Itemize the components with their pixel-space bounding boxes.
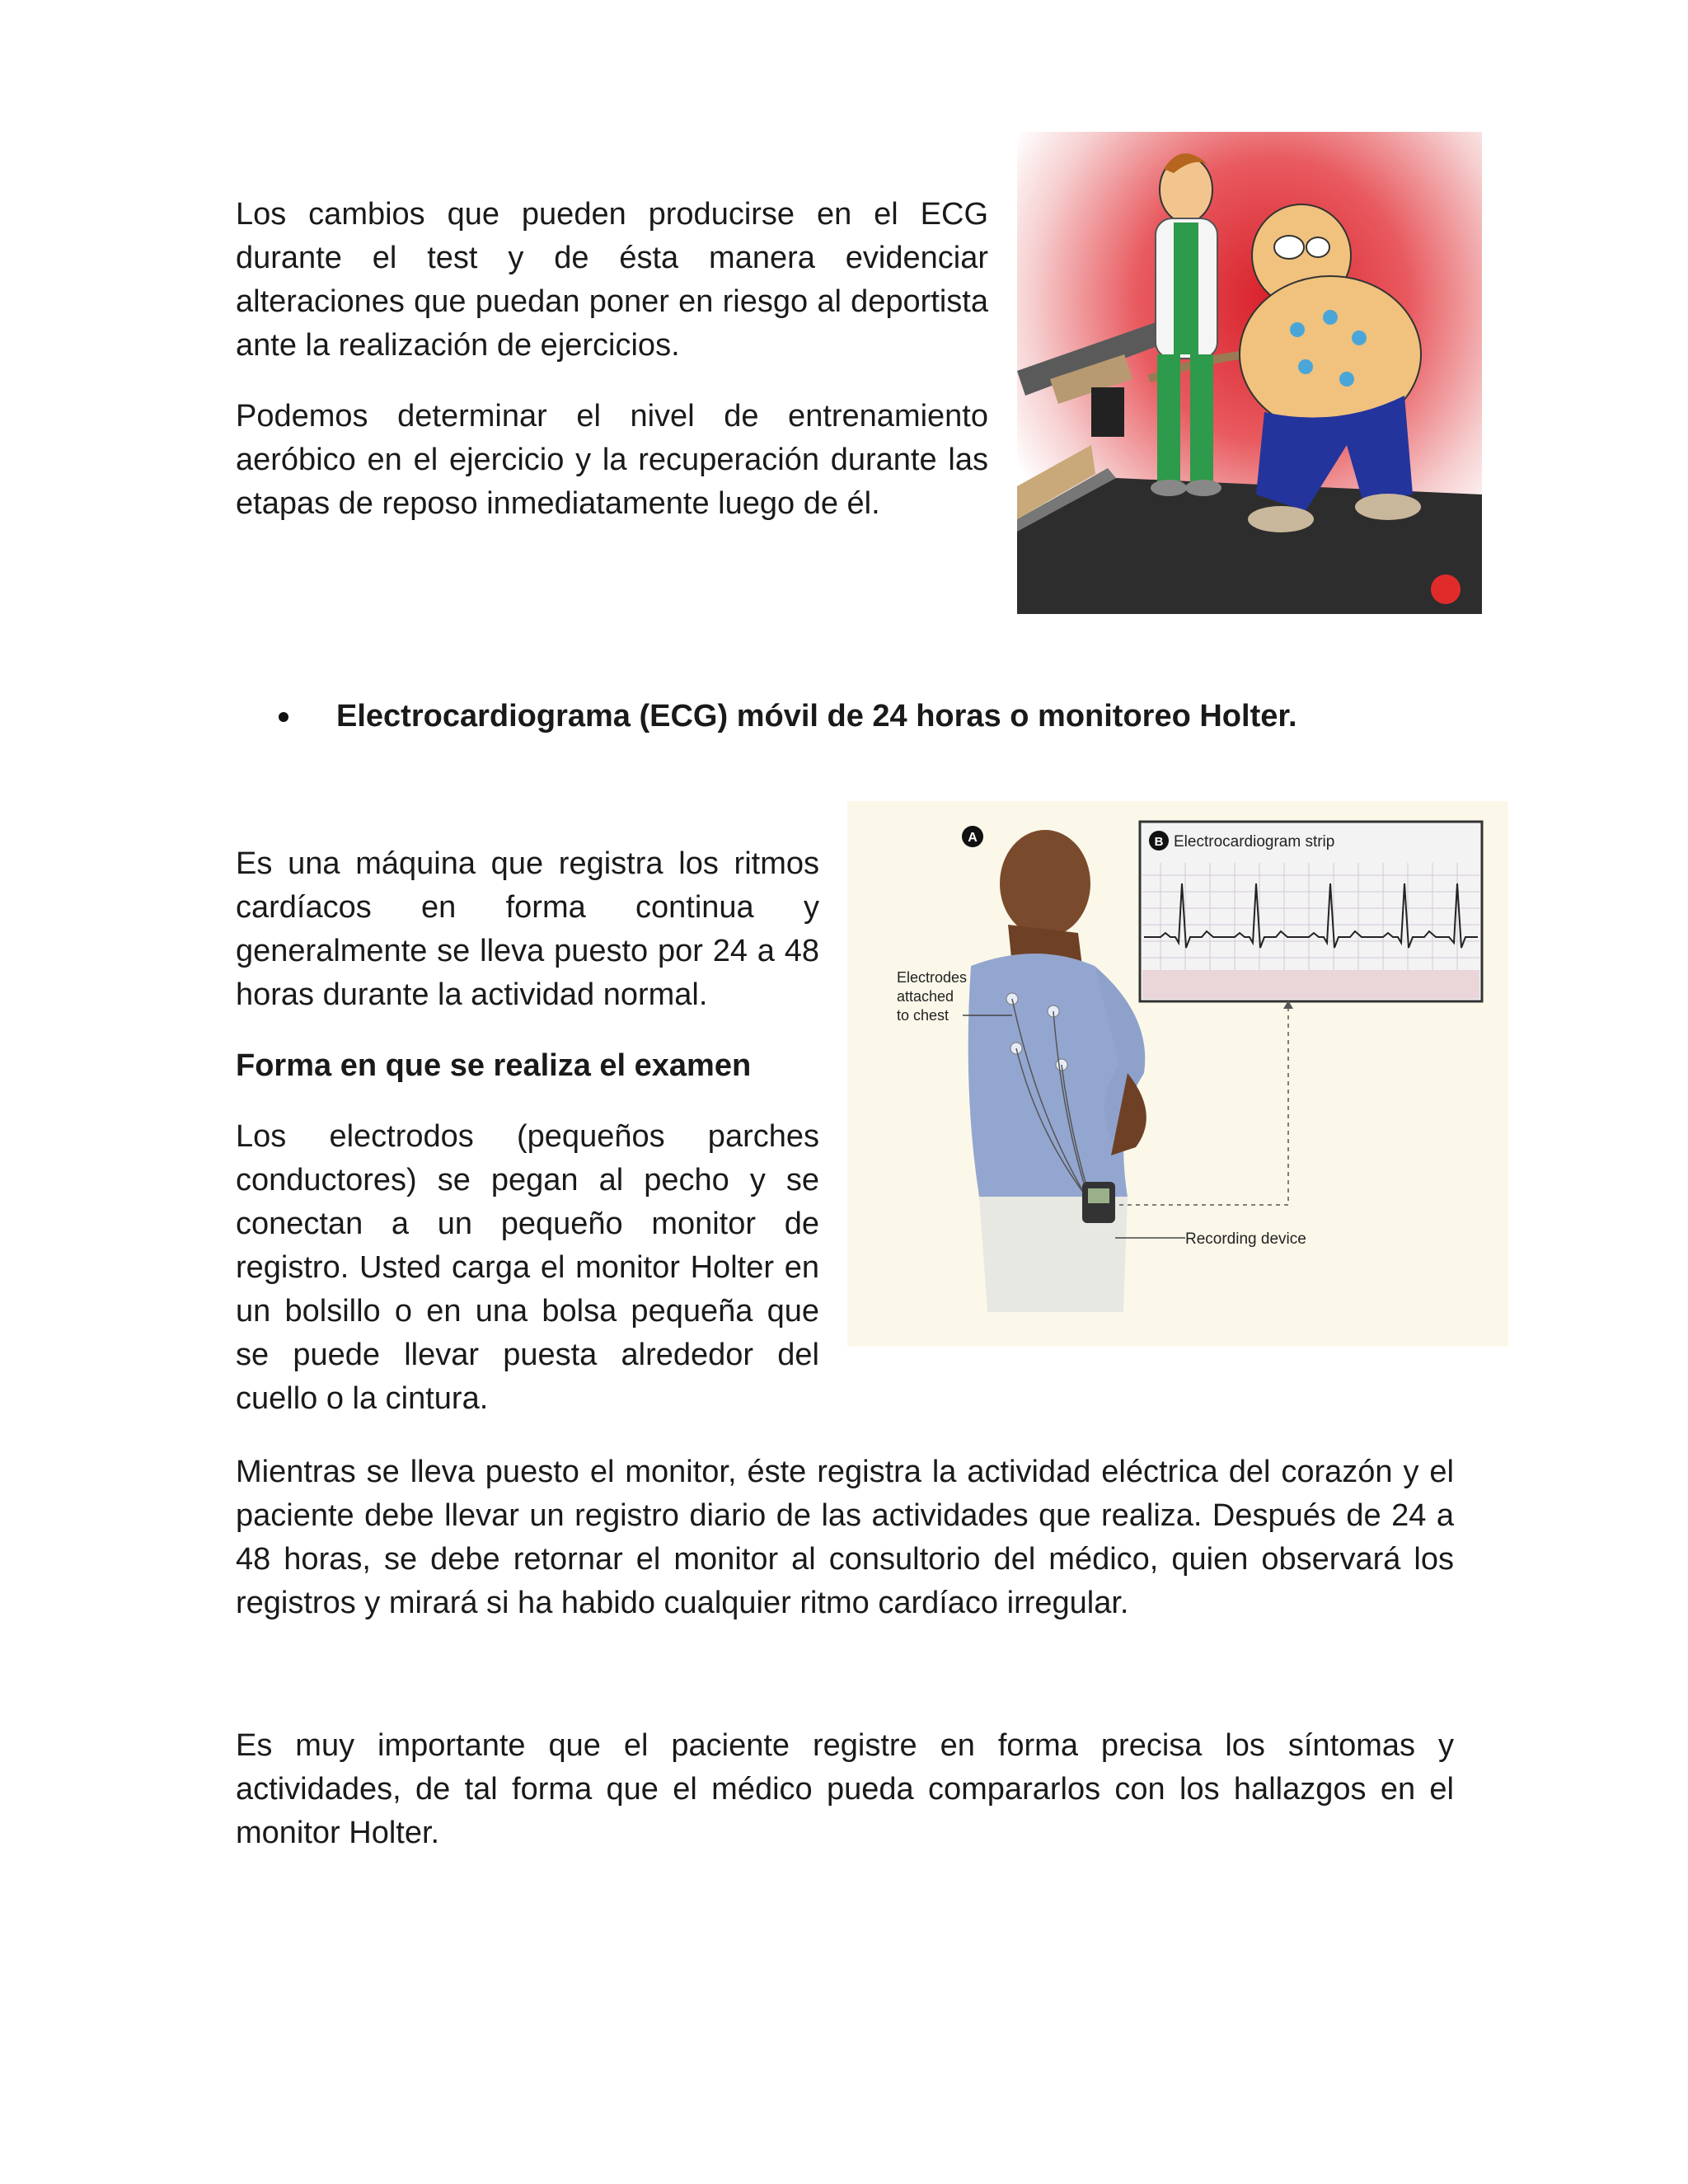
electrodes-label-line1: Electrodes (897, 969, 968, 986)
holter-monitor-figure (847, 801, 1508, 1347)
paragraph-electrodes: Los electrodos (pequeños parches conductores) se pegan al pecho y se conectan a un pequeño monitor de registro. Usted carga el monitor Holter en un bolsillo o en una bolsa pequeña que se puede llevar puesta alrededor del cuello o la cintura. (236, 1119, 819, 1416)
stress-test-cartoon (1017, 132, 1482, 614)
holter-heading: Electrocardiograma (ECG) móvil de 24 horas o monitoreo Holter. (336, 699, 1297, 733)
recording-device-label: Recording device (1185, 1230, 1306, 1248)
paragraph-ecg-changes: Los cambios que pueden producirse en el ECG durante el test y de ésta manera evidenciar alteraciones que puedan poner en riesgo al deportista ante la realización de ejercicios. (236, 197, 988, 363)
holter-bullet-item (279, 699, 1297, 734)
paragraph-aerobic-training: Podemos determinar el nivel de entrenamiento aeróbico en el ejercicio y la recuperación durante las etapas de reposo inmediatamente luego de él. (236, 399, 988, 521)
paragraph-symptom-log: Es muy importante que el paciente registre en forma precisa los síntomas y actividades, de tal forma que el médico pueda compararlos con los hallazgos en el monitor Holter. (236, 1728, 1454, 1850)
electrodes-label-line3: to chest (897, 1007, 950, 1024)
electrodes-label-line2: attached (897, 988, 954, 1005)
label-b: B (1154, 835, 1164, 849)
paragraph-monitor-records: Mientras se lleva puesto el monitor, éste registra la actividad eléctrica del corazón y el paciente debe llevar un registro diario de las actividades que realiza. Después de 24 a 48 horas, se debe retornar el monitor al consultorio del médico, quien observará los registros y mirará si ha habido cualquier ritmo cardíaco irregular. (236, 1455, 1454, 1620)
strip-title: Electrocardiogram strip (1174, 833, 1335, 851)
exam-procedure-heading: Forma en que se realiza el examen (236, 1048, 752, 1083)
bullet-icon (279, 712, 288, 722)
label-a: A (968, 831, 978, 845)
paragraph-holter-description: Es una máquina que registra los ritmos cardíacos en forma continua y generalmente se lleva puesto por 24 a 48 horas durante la actividad normal. (236, 846, 819, 1012)
